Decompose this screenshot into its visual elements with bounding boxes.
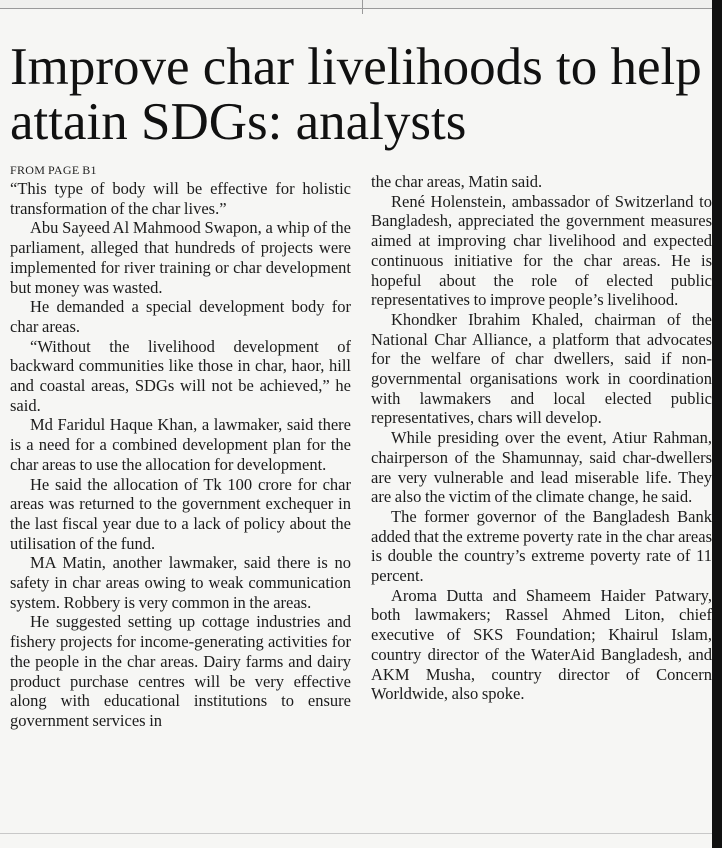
paragraph: He said the allocation of Tk 100 crore for char areas was returned to the government exchequer in the last fiscal year due to a lack of policy about the utilisation of the fund. [10,474,351,553]
from-page-label: FROM PAGE B1 [10,163,97,177]
column-divider-stub [362,0,363,14]
paragraph: René Holenstein, ambassador of Switzerland to Bangladesh, appreciated the government measures aimed at improving char livelihood and expected continuous initiative for the char areas. He is hopeful about the role of elected public representatives to improve people’s livelihood. [371,191,712,310]
right-column [371,172,712,704]
paragraph: the char areas, Matin said. [371,172,543,191]
paragraph: “Without the livelihood development of backward communities like those in char, haor, hill and coastal areas, SDGs will not be achieved,” he said. [10,336,351,415]
page-top-strip [0,0,722,8]
paragraph: He suggested setting up cottage industries and fishery projects for income-generating activities for the people in the char areas. Dairy farms and dairy product purchase centres will be very effective along with educational institutions to ensure government services in [10,612,351,730]
paragraph: He demanded a special development body for char areas. [10,297,351,336]
bottom-divider [0,833,712,834]
paragraph: While presiding over the event, Atiur Rahman, chairperson of the Shamunnay, said char-dwellers are very vulnerable and lead miserable life. They are also the victim of the climate change, he said. [371,428,712,507]
paragraph: Aroma Dutta and Shameem Haider Patwary, both lawmakers; Rassel Ahmed Liton, chief executive of SKS Foundation; Khairul Islam, country director of the WaterAid Bangladesh, and AKM Musha, country director of Concern Worldwide, also spoke. [371,585,712,704]
paragraph: The former governor of the Bangladesh Bank added that the extreme poverty rate in the char areas is double the country’s extreme poverty rate of 11 percent. [371,506,712,586]
paragraph: “This type of body will be effective for holistic transformation of the char lives.” [10,179,351,218]
headline: Improve char livelihoods to help attain SDGs: analysts [10,38,702,151]
page-edge-shadow [712,0,722,848]
paragraph: Abu Sayeed Al Mahmood Swapon, a whip of the parliament, alleged that hundreds of projects were implemented for river training or char development but money was wasted. [10,218,351,297]
left-column [10,163,351,731]
paragraph: Khondker Ibrahim Khaled, chairman of the National Char Alliance, a platform that advocates for the welfare of char dwellers, said if non-governmental organisations work in coordination with lawmakers and local elected public representatives, chars will develop. [371,309,712,428]
paragraph: MA Matin, another lawmaker, said there is no safety in char areas owing to weak communication system. Robbery is very common in the areas. [10,553,351,612]
paragraph: Md Faridul Haque Khan, a lawmaker, said there is a need for a combined development plan for the char areas to use the allocation for development. [10,415,351,474]
top-divider [0,8,712,9]
